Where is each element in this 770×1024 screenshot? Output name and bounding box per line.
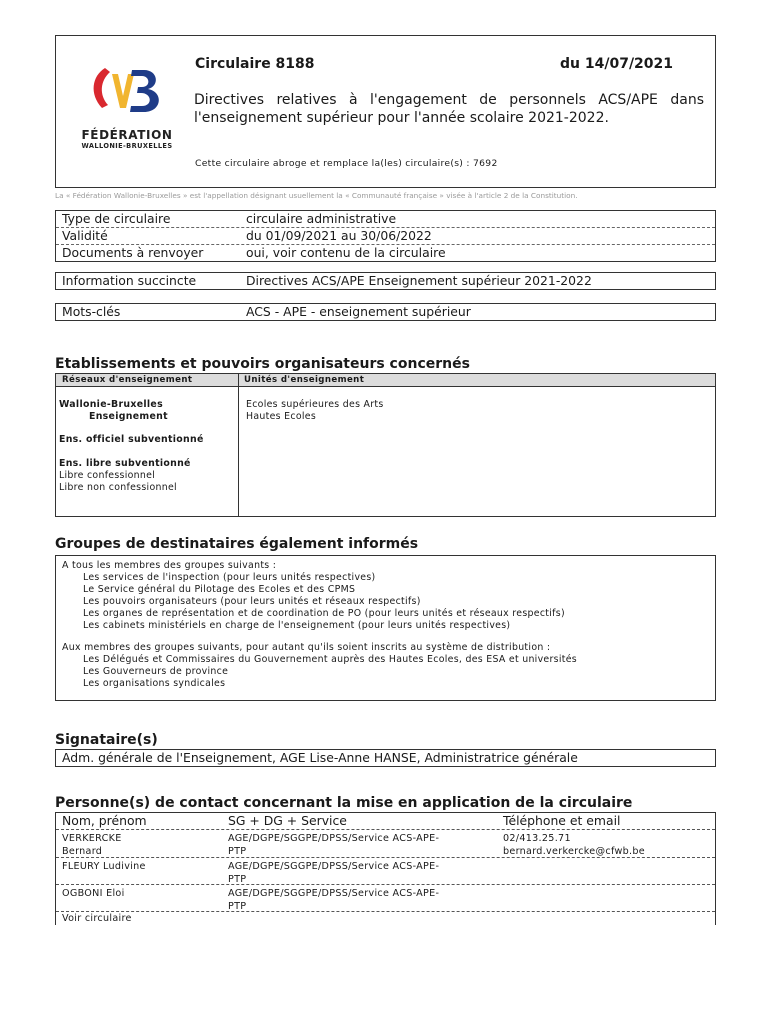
col-service-header: SG + DG + Service xyxy=(228,813,347,828)
table-row xyxy=(56,829,715,858)
abroge-note: Cette circulaire abroge et remplace la(les) circulaire(s) : 7692 xyxy=(195,158,498,169)
info-row-type xyxy=(56,211,715,227)
contact-service-cont: PTP xyxy=(228,874,247,885)
info-row-validity xyxy=(56,227,715,244)
circulaire-date: du 14/07/2021 xyxy=(560,56,674,72)
brand-name: FÉDÉRATION xyxy=(81,128,173,142)
unit-item: Ecoles supérieures des Arts xyxy=(246,399,384,410)
info-label: Documents à renvoyer xyxy=(62,245,204,260)
logo-blue-stroke xyxy=(130,70,159,112)
group-item: Les pouvoirs organisateurs (pour leurs unités et réseaux respectifs) xyxy=(83,596,421,607)
network-libre-nonconf: Libre non confessionnel xyxy=(59,482,177,493)
network-officiel: Ens. officiel subventionné xyxy=(59,434,204,445)
table-row xyxy=(56,911,715,926)
col-units-header: Unités d'enseignement xyxy=(244,375,365,385)
contact-service-cont: PTP xyxy=(228,846,247,857)
contact-name: FLEURY Ludivine xyxy=(62,861,146,872)
circulaire-title: Directives relatives à l'engagement de personnels ACS/APE dans l'enseignement supérieur pour l'année scolaire 2021-2022. xyxy=(194,92,704,126)
table-row xyxy=(56,857,715,885)
signataire-box xyxy=(55,749,716,767)
group-item: Les organisations syndicales xyxy=(83,678,226,689)
logo-red-stroke xyxy=(94,68,110,108)
groups-box xyxy=(55,555,716,701)
info-label: Type de circulaire xyxy=(62,211,171,226)
info-row-documents xyxy=(56,244,715,261)
keywords-box xyxy=(55,303,716,321)
groups-intro-2: Aux membres des groupes suivants, pour autant qu'ils soient inscrits au système de distribution : xyxy=(62,642,551,653)
contact-email[interactable]: bernard.verkercke@cfwb.be xyxy=(503,846,645,857)
info-label: Validité xyxy=(62,228,108,243)
contact-service: AGE/DGPE/SGGPE/DPSS/Service ACS-APE- xyxy=(228,833,440,844)
contact-service-cont: PTP xyxy=(228,901,247,912)
keywords-label: Mots-clés xyxy=(62,304,121,319)
group-item: Les organes de représentation et de coordination de PO (pour leurs unités et réseaux respectifs) xyxy=(83,608,565,619)
logo-yellow-stroke xyxy=(112,74,134,108)
keywords-value: ACS - APE - enseignement supérieur xyxy=(246,304,471,319)
col-name-header: Nom, prénom xyxy=(62,813,147,828)
group-item: Le Service général du Pilotage des Ecoles et des CPMS xyxy=(83,584,356,595)
contact-firstname: Bernard xyxy=(62,846,103,857)
signataire-heading: Signataire(s) xyxy=(55,732,158,748)
signataire-value: Adm. générale de l'Enseignement, AGE Lise-Anne HANSE, Administratrice générale xyxy=(62,750,578,765)
contact-name: VERKERCKE xyxy=(62,833,122,844)
info-value: oui, voir contenu de la circulaire xyxy=(246,245,446,260)
contact-name: OGBONI Eloi xyxy=(62,888,125,899)
contact-footer: Voir circulaire xyxy=(62,913,132,924)
info-box xyxy=(55,210,716,262)
network-libre: Ens. libre subventionné xyxy=(59,458,191,469)
table-row xyxy=(56,884,715,912)
circulaire-number: Circulaire 8188 xyxy=(195,56,315,72)
brand-subname: WALLONIE-BRUXELLES xyxy=(81,142,173,150)
contact-service: AGE/DGPE/SGGPE/DPSS/Service ACS-APE- xyxy=(228,861,440,872)
group-item: Les Délégués et Commissaires du Gouvernement auprès des Hautes Ecoles, des ESA et universités xyxy=(83,654,577,665)
col-networks-header: Réseaux d'enseignement xyxy=(62,375,193,385)
summary-row xyxy=(56,273,715,289)
network-libre-conf: Libre confessionnel xyxy=(59,470,156,481)
groups-intro-1: A tous les membres des groupes suivants : xyxy=(62,560,277,571)
info-value: circulaire administrative xyxy=(246,211,397,226)
keywords-row xyxy=(56,304,715,320)
fwb-note: La « Fédération Wallonie-Bruxelles » est l'appellation désignant usuellement la « Communauté française » visée à l'article 2 de la Constitution. xyxy=(55,191,578,200)
network-wb-1: Wallonie-Bruxelles xyxy=(59,399,163,410)
contact-phone: 02/413.25.71 xyxy=(503,833,571,844)
contacts-table xyxy=(55,812,716,925)
unit-item: Hautes Ecoles xyxy=(246,411,317,422)
establishments-heading: Etablissements et pouvoirs organisateurs concernés xyxy=(55,356,470,372)
establishments-table xyxy=(55,373,716,517)
info-value: du 01/09/2021 au 30/06/2022 xyxy=(246,228,432,243)
summary-label: Information succincte xyxy=(62,273,197,288)
group-item: Les services de l'inspection (pour leurs unités respectives) xyxy=(83,572,376,583)
contacts-heading: Personne(s) de contact concernant la mise en application de la circulaire xyxy=(55,795,633,811)
contact-service: AGE/DGPE/SGGPE/DPSS/Service ACS-APE- xyxy=(228,888,440,899)
column-divider xyxy=(238,374,239,516)
summary-box xyxy=(55,272,716,290)
summary-value: Directives ACS/APE Enseignement supérieur 2021-2022 xyxy=(246,273,592,288)
col-contact-header: Téléphone et email xyxy=(503,813,621,828)
network-wb-2: Enseignement xyxy=(89,411,168,422)
groups-heading: Groupes de destinataires également informés xyxy=(55,536,419,552)
group-item: Les cabinets ministériels en charge de l'enseignement (pour leurs unités respectives) xyxy=(83,620,511,631)
group-item: Les Gouverneurs de province xyxy=(83,666,229,677)
establishments-table-header xyxy=(56,374,715,387)
